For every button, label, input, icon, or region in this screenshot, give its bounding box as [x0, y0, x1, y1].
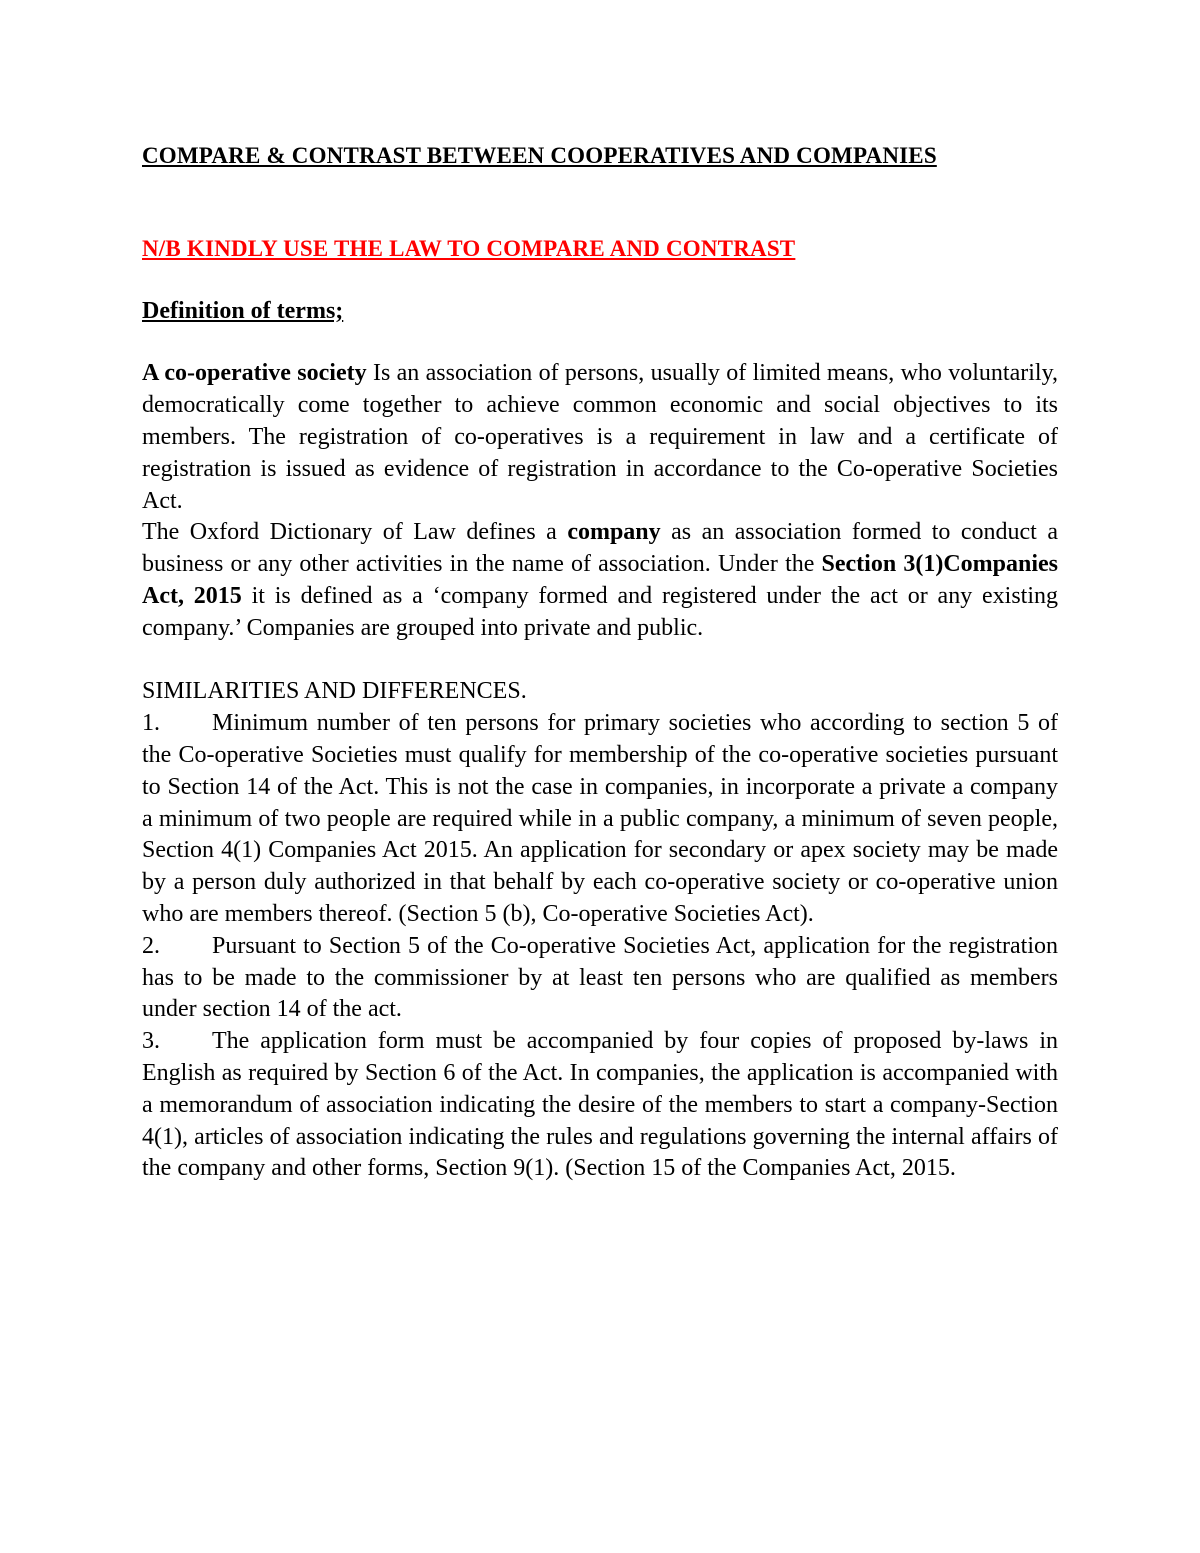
list-item-number: 2. — [142, 932, 160, 959]
cooperative-definition-text: Is an association of persons, usually of limited means, who voluntarily, democratically come together to achieve common economic and social objectives to its members. The registration of co-operatives is a requirement in law and a certificate of registration is issued as evidence of registration in accordance to the Co-operative Societies Act. — [142, 360, 1059, 514]
companies-act-reference: Section 3(1)Companies Act, 2015 — [142, 551, 1058, 609]
definitions-heading: Definition of terms; — [142, 297, 344, 324]
company-definition-text-2: as an association formed to conduct a business or any other activities in the name of association. Under the — [142, 519, 1058, 578]
company-definition-text-1: The Oxford Dictionary of Law defines a — [142, 519, 568, 546]
list-item — [142, 931, 1058, 1026]
list-item-text: Minimum number of ten persons for primary societies who according to section 5 of the Co-operative Societies must qualify for membership of the co-operative societies pursuant to Section 14 of the Act. This is not the case in companies, in incorporate a private a company a minimum of two people are required while in a public company, a minimum of seven people, Section 4(1) Companies Act 2015. An application for secondary or apex society may be made by a person duly authorized in that behalf by each co-operative society or co-operative union who are members thereof. (Section 5 (b), Co-operative Societies Act). — [142, 710, 1058, 927]
company-definition — [142, 517, 1058, 644]
list-item-text: The application form must be accompanied by four copies of proposed by-laws in English as required by Section 6 of the Act. In companies, the application is accompanied with a memorandum of association indicating the desire of the members to start a company-Section 4(1), articles of association indicating the rules and regulations governing the internal affairs of the company and other forms, Section 9(1). (Section 15 of the Companies Act, 2015. — [142, 1028, 1058, 1182]
list-item-text: Pursuant to Section 5 of the Co-operative Societies Act, application for the registration has to be made to the commissioner by at least ten persons who are qualified as members under section 14 of the act. — [142, 932, 1058, 1023]
list-item-number: 3. — [142, 1028, 160, 1055]
document-title: COMPARE & CONTRAST BETWEEN COOPERATIVES AND COMPANIES — [142, 143, 937, 168]
company-term: company — [567, 519, 661, 546]
list-item — [142, 1026, 1058, 1185]
list-item-number: 1. — [142, 710, 160, 737]
instruction-note: N/B KINDLY USE THE LAW TO COMPARE AND CONTRAST — [142, 235, 796, 261]
cooperative-term: A co-operative society — [142, 360, 367, 387]
list-item — [142, 708, 1058, 931]
similarities-heading: SIMILARITIES AND DIFFERENCES. — [142, 678, 527, 705]
company-definition-text-3: it is defined as a ‘company formed and registered under the act or any existing company.’ Companies are grouped into private and public. — [142, 582, 1058, 641]
cooperative-definition — [142, 358, 1058, 517]
document-body — [142, 140, 1058, 1185]
